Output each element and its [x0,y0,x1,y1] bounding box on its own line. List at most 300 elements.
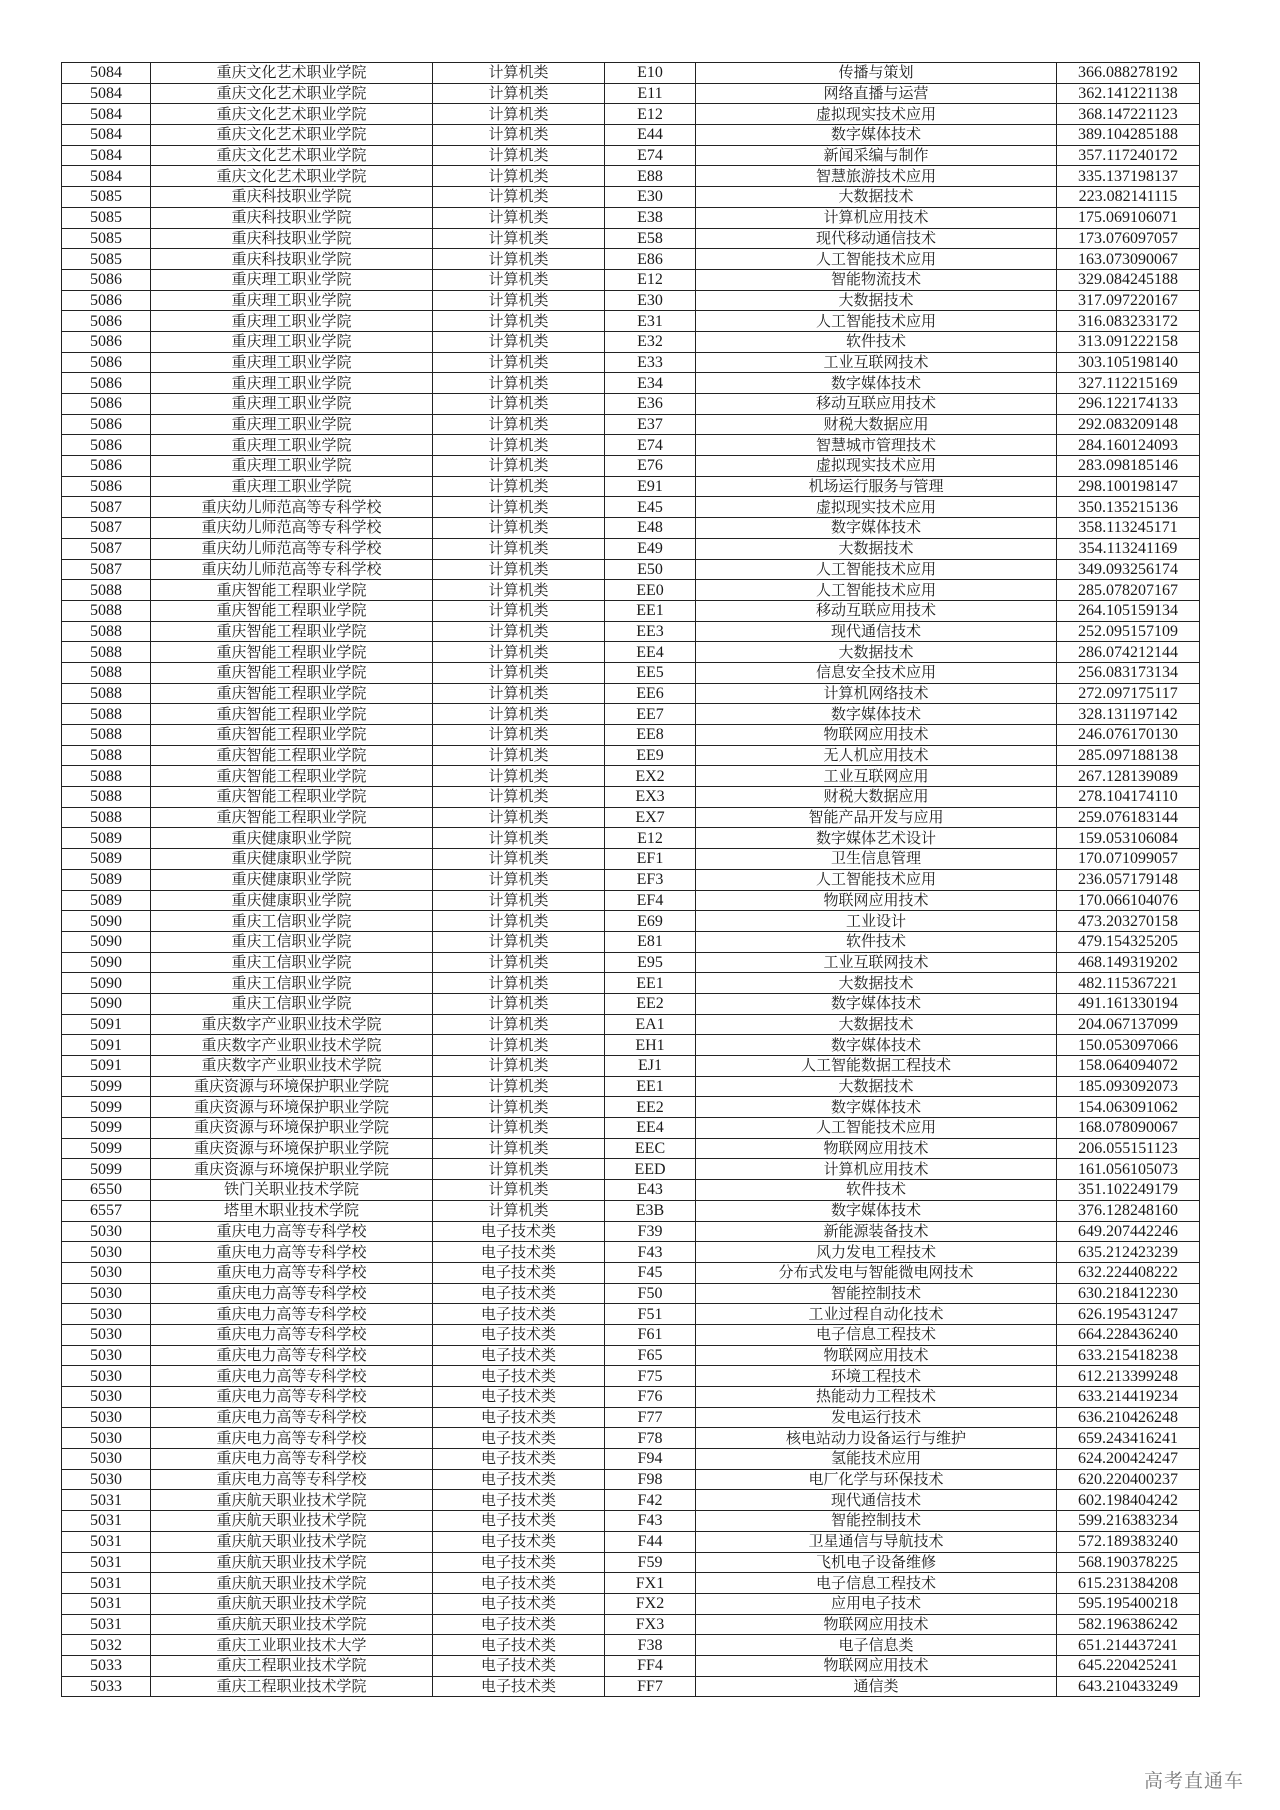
major-code-cell: E12 [605,828,696,849]
school-name-cell: 重庆智能工程职业学院 [151,642,433,663]
major-name-cell: 物联网应用技术 [696,1655,1057,1676]
major-code-cell: FF7 [605,1676,696,1697]
table-row [62,1056,1200,1077]
major-name-cell: 无人机应用技术 [696,745,1057,766]
school-name-cell: 重庆智能工程职业学院 [151,683,433,704]
table-row [62,766,1200,787]
school-name-cell: 重庆幼儿师范高等专科学校 [151,538,433,559]
major-name-cell: 网络直播与运营 [696,83,1057,104]
category-cell: 电子技术类 [433,1511,605,1532]
school-name-cell: 重庆健康职业学院 [151,828,433,849]
school-name-cell: 重庆电力高等专科学校 [151,1345,433,1366]
table-row [62,497,1200,518]
school-code-cell: 5088 [62,600,151,621]
score-cell: 163.073090067 [1057,249,1200,270]
table-row [62,1387,1200,1408]
score-cell: 161.056105073 [1057,1159,1200,1180]
major-code-cell: EE8 [605,725,696,746]
table-row [62,1469,1200,1490]
table-row [62,394,1200,415]
table-row [62,145,1200,166]
score-cell: 358.113245171 [1057,518,1200,539]
school-code-cell: 5086 [62,290,151,311]
score-cell: 468.149319202 [1057,952,1200,973]
major-code-cell: E12 [605,269,696,290]
score-cell: 298.100198147 [1057,476,1200,497]
major-code-cell: F39 [605,1221,696,1242]
major-name-cell: 人工智能技术应用 [696,580,1057,601]
category-cell: 计算机类 [433,125,605,146]
major-code-cell: E76 [605,456,696,477]
category-cell: 电子技术类 [433,1387,605,1408]
score-cell: 159.053106084 [1057,828,1200,849]
table-row [62,1531,1200,1552]
major-code-cell: EF3 [605,869,696,890]
school-name-cell: 重庆资源与环境保护职业学院 [151,1097,433,1118]
table-body [62,63,1200,1697]
score-cell: 150.053097066 [1057,1035,1200,1056]
category-cell: 计算机类 [433,1097,605,1118]
school-name-cell: 重庆理工职业学院 [151,290,433,311]
school-code-cell: 5030 [62,1242,151,1263]
school-name-cell: 重庆电力高等专科学校 [151,1387,433,1408]
category-cell: 电子技术类 [433,1531,605,1552]
table-row [62,1159,1200,1180]
school-code-cell: 5099 [62,1097,151,1118]
school-code-cell: 5088 [62,642,151,663]
school-name-cell: 重庆理工职业学院 [151,352,433,373]
major-name-cell: 人工智能技术应用 [696,869,1057,890]
major-code-cell: E12 [605,104,696,125]
major-code-cell: E30 [605,187,696,208]
table-row [62,1449,1200,1470]
school-code-cell: 5084 [62,83,151,104]
school-code-cell: 5089 [62,849,151,870]
school-name-cell: 重庆文化艺术职业学院 [151,166,433,187]
major-name-cell: 计算机网络技术 [696,683,1057,704]
category-cell: 计算机类 [433,145,605,166]
school-name-cell: 重庆电力高等专科学校 [151,1407,433,1428]
score-cell: 158.064094072 [1057,1056,1200,1077]
score-cell: 582.196386242 [1057,1614,1200,1635]
category-cell: 计算机类 [433,166,605,187]
school-code-cell: 5091 [62,1014,151,1035]
school-code-cell: 5099 [62,1138,151,1159]
major-name-cell: 工业设计 [696,911,1057,932]
major-name-cell: 数字媒体技术 [696,704,1057,725]
school-code-cell: 5090 [62,952,151,973]
score-cell: 473.203270158 [1057,911,1200,932]
school-name-cell: 重庆智能工程职业学院 [151,766,433,787]
school-name-cell: 重庆科技职业学院 [151,187,433,208]
major-code-cell: E32 [605,331,696,352]
major-name-cell: 人工智能技术应用 [696,311,1057,332]
category-cell: 计算机类 [433,394,605,415]
major-code-cell: F77 [605,1407,696,1428]
school-name-cell: 重庆理工职业学院 [151,311,433,332]
major-name-cell: 软件技术 [696,931,1057,952]
school-name-cell: 重庆数字产业职业技术学院 [151,1014,433,1035]
major-code-cell: F43 [605,1242,696,1263]
category-cell: 计算机类 [433,518,605,539]
school-code-cell: 6550 [62,1180,151,1201]
table-row [62,456,1200,477]
major-name-cell: 应用电子技术 [696,1593,1057,1614]
table-row [62,869,1200,890]
category-cell: 电子技术类 [433,1593,605,1614]
school-code-cell: 5091 [62,1035,151,1056]
score-cell: 349.093256174 [1057,559,1200,580]
school-name-cell: 重庆智能工程职业学院 [151,725,433,746]
category-cell: 计算机类 [433,931,605,952]
category-cell: 电子技术类 [433,1573,605,1594]
category-cell: 计算机类 [433,1056,605,1077]
major-code-cell: EE4 [605,642,696,663]
category-cell: 计算机类 [433,1035,605,1056]
school-name-cell: 重庆智能工程职业学院 [151,580,433,601]
major-name-cell: 大数据技术 [696,973,1057,994]
school-name-cell: 重庆航天职业技术学院 [151,1490,433,1511]
major-name-cell: 卫星通信与导航技术 [696,1531,1057,1552]
school-code-cell: 5030 [62,1428,151,1449]
score-cell: 376.128248160 [1057,1200,1200,1221]
major-code-cell: F50 [605,1283,696,1304]
category-cell: 计算机类 [433,1180,605,1201]
school-name-cell: 重庆文化艺术职业学院 [151,63,433,84]
school-code-cell: 5030 [62,1221,151,1242]
school-code-cell: 5030 [62,1469,151,1490]
school-name-cell: 重庆工程职业技术学院 [151,1676,433,1697]
table-row [62,1345,1200,1366]
category-cell: 计算机类 [433,890,605,911]
major-name-cell: 现代通信技术 [696,621,1057,642]
category-cell: 计算机类 [433,83,605,104]
major-name-cell: 财税大数据应用 [696,787,1057,808]
school-code-cell: 5033 [62,1676,151,1697]
table-row [62,580,1200,601]
category-cell: 计算机类 [433,187,605,208]
major-name-cell: 数字媒体技术 [696,1200,1057,1221]
major-code-cell: F76 [605,1387,696,1408]
school-name-cell: 重庆文化艺术职业学院 [151,125,433,146]
table-row [62,435,1200,456]
score-cell: 389.104285188 [1057,125,1200,146]
school-name-cell: 重庆资源与环境保护职业学院 [151,1138,433,1159]
major-name-cell: 氢能技术应用 [696,1449,1057,1470]
category-cell: 计算机类 [433,911,605,932]
major-code-cell: E45 [605,497,696,518]
school-code-cell: 5089 [62,828,151,849]
score-cell: 223.082141115 [1057,187,1200,208]
school-code-cell: 5085 [62,228,151,249]
category-cell: 电子技术类 [433,1655,605,1676]
category-cell: 计算机类 [433,766,605,787]
category-cell: 计算机类 [433,1014,605,1035]
major-code-cell: E37 [605,414,696,435]
table-row [62,1035,1200,1056]
school-name-cell: 重庆科技职业学院 [151,228,433,249]
major-name-cell: 人工智能数据工程技术 [696,1056,1057,1077]
school-name-cell: 重庆理工职业学院 [151,414,433,435]
school-code-cell: 5084 [62,125,151,146]
score-cell: 572.189383240 [1057,1531,1200,1552]
table-row [62,890,1200,911]
major-code-cell: EE1 [605,1076,696,1097]
major-name-cell: 移动互联应用技术 [696,394,1057,415]
table-row [62,228,1200,249]
school-code-cell: 5086 [62,373,151,394]
category-cell: 计算机类 [433,828,605,849]
score-cell: 303.105198140 [1057,352,1200,373]
school-code-cell: 5091 [62,1056,151,1077]
school-name-cell: 重庆文化艺术职业学院 [151,104,433,125]
score-cell: 246.076170130 [1057,725,1200,746]
score-cell: 170.071099057 [1057,849,1200,870]
major-code-cell: EF1 [605,849,696,870]
school-code-cell: 5090 [62,973,151,994]
school-name-cell: 重庆理工职业学院 [151,394,433,415]
category-cell: 计算机类 [433,311,605,332]
score-cell: 264.105159134 [1057,600,1200,621]
table-row [62,1428,1200,1449]
major-name-cell: 大数据技术 [696,1014,1057,1035]
watermark-text: 高考直通车 [1144,1770,1245,1792]
major-code-cell: E48 [605,518,696,539]
major-code-cell: EE9 [605,745,696,766]
major-code-cell: EE3 [605,621,696,642]
category-cell: 计算机类 [433,497,605,518]
category-cell: 计算机类 [433,952,605,973]
admission-score-table [61,62,1200,1697]
school-name-cell: 重庆智能工程职业学院 [151,704,433,725]
school-name-cell: 重庆电力高等专科学校 [151,1366,433,1387]
table-row [62,787,1200,808]
table-row [62,1242,1200,1263]
school-name-cell: 重庆理工职业学院 [151,373,433,394]
major-name-cell: 飞机电子设备维修 [696,1552,1057,1573]
category-cell: 计算机类 [433,869,605,890]
category-cell: 电子技术类 [433,1428,605,1449]
school-code-cell: 5088 [62,704,151,725]
table-row [62,704,1200,725]
major-code-cell: F42 [605,1490,696,1511]
major-code-cell: FX3 [605,1614,696,1635]
school-name-cell: 重庆资源与环境保护职业学院 [151,1118,433,1139]
school-name-cell: 重庆幼儿师范高等专科学校 [151,559,433,580]
school-code-cell: 5090 [62,911,151,932]
school-name-cell: 重庆航天职业技术学院 [151,1531,433,1552]
major-code-cell: EEC [605,1138,696,1159]
school-code-cell: 5030 [62,1449,151,1470]
major-code-cell: E49 [605,538,696,559]
category-cell: 计算机类 [433,435,605,456]
score-cell: 316.083233172 [1057,311,1200,332]
table-row [62,559,1200,580]
major-code-cell: E86 [605,249,696,270]
school-name-cell: 重庆航天职业技术学院 [151,1511,433,1532]
major-name-cell: 卫生信息管理 [696,849,1057,870]
major-name-cell: 大数据技术 [696,642,1057,663]
major-code-cell: EJ1 [605,1056,696,1077]
major-code-cell: EA1 [605,1014,696,1035]
table-row [62,849,1200,870]
major-name-cell: 电子信息工程技术 [696,1324,1057,1345]
school-code-cell: 5088 [62,662,151,683]
table-row [62,518,1200,539]
school-code-cell: 5030 [62,1366,151,1387]
school-code-cell: 5030 [62,1304,151,1325]
table-row [62,1552,1200,1573]
school-code-cell: 5085 [62,187,151,208]
school-code-cell: 5099 [62,1118,151,1139]
category-cell: 计算机类 [433,745,605,766]
category-cell: 计算机类 [433,580,605,601]
school-code-cell: 5087 [62,518,151,539]
score-cell: 170.066104076 [1057,890,1200,911]
score-cell: 329.084245188 [1057,269,1200,290]
school-name-cell: 重庆电力高等专科学校 [151,1324,433,1345]
school-name-cell: 重庆电力高等专科学校 [151,1283,433,1304]
table-row [62,807,1200,828]
major-name-cell: 虚拟现实技术应用 [696,104,1057,125]
table-row [62,911,1200,932]
table-row [62,476,1200,497]
table-row [62,1097,1200,1118]
table-row [62,207,1200,228]
category-cell: 电子技术类 [433,1283,605,1304]
category-cell: 计算机类 [433,621,605,642]
major-name-cell: 电厂化学与环保技术 [696,1469,1057,1490]
school-code-cell: 5088 [62,683,151,704]
school-code-cell: 5086 [62,394,151,415]
school-code-cell: 5084 [62,166,151,187]
score-cell: 236.057179148 [1057,869,1200,890]
category-cell: 计算机类 [433,352,605,373]
table-row [62,745,1200,766]
school-code-cell: 5088 [62,580,151,601]
score-cell: 620.220400237 [1057,1469,1200,1490]
major-code-cell: F51 [605,1304,696,1325]
school-name-cell: 重庆健康职业学院 [151,849,433,870]
school-name-cell: 重庆航天职业技术学院 [151,1593,433,1614]
major-name-cell: 数字媒体技术 [696,125,1057,146]
category-cell: 计算机类 [433,331,605,352]
school-code-cell: 5031 [62,1511,151,1532]
table-row [62,1283,1200,1304]
school-code-cell: 5030 [62,1262,151,1283]
major-name-cell: 物联网应用技术 [696,725,1057,746]
school-name-cell: 重庆电力高等专科学校 [151,1304,433,1325]
major-name-cell: 虚拟现实技术应用 [696,497,1057,518]
major-code-cell: E74 [605,145,696,166]
table-row [62,1200,1200,1221]
score-cell: 632.224408222 [1057,1262,1200,1283]
major-code-cell: EE1 [605,600,696,621]
school-name-cell: 重庆理工职业学院 [151,456,433,477]
major-name-cell: 智能物流技术 [696,269,1057,290]
table-row [62,311,1200,332]
major-name-cell: 智能产品开发与应用 [696,807,1057,828]
score-cell: 284.160124093 [1057,435,1200,456]
major-code-cell: E38 [605,207,696,228]
score-cell: 635.212423239 [1057,1242,1200,1263]
major-code-cell: EX2 [605,766,696,787]
major-code-cell: E3B [605,1200,696,1221]
major-code-cell: F59 [605,1552,696,1573]
table-row [62,621,1200,642]
score-cell: 368.147221123 [1057,104,1200,125]
table-row [62,1573,1200,1594]
major-code-cell: F94 [605,1449,696,1470]
major-code-cell: E50 [605,559,696,580]
school-name-cell: 重庆电力高等专科学校 [151,1469,433,1490]
table-row [62,83,1200,104]
major-code-cell: E11 [605,83,696,104]
category-cell: 计算机类 [433,373,605,394]
table-row [62,1221,1200,1242]
major-name-cell: 工业互联网技术 [696,952,1057,973]
major-code-cell: E88 [605,166,696,187]
major-name-cell: 工业过程自动化技术 [696,1304,1057,1325]
category-cell: 计算机类 [433,993,605,1014]
major-name-cell: 虚拟现实技术应用 [696,456,1057,477]
school-name-cell: 重庆理工职业学院 [151,331,433,352]
table-row [62,662,1200,683]
category-cell: 计算机类 [433,104,605,125]
major-code-cell: F65 [605,1345,696,1366]
school-code-cell: 5086 [62,414,151,435]
school-code-cell: 5085 [62,207,151,228]
school-name-cell: 铁门关职业技术学院 [151,1180,433,1201]
school-code-cell: 5030 [62,1324,151,1345]
school-code-cell: 5030 [62,1387,151,1408]
school-name-cell: 重庆航天职业技术学院 [151,1614,433,1635]
major-name-cell: 机场运行服务与管理 [696,476,1057,497]
school-name-cell: 重庆工信职业学院 [151,911,433,932]
school-code-cell: 6557 [62,1200,151,1221]
major-name-cell: 财税大数据应用 [696,414,1057,435]
school-name-cell: 重庆智能工程职业学院 [151,787,433,808]
major-name-cell: 工业互联网应用 [696,766,1057,787]
major-code-cell: EE2 [605,993,696,1014]
major-name-cell: 工业互联网技术 [696,352,1057,373]
major-name-cell: 物联网应用技术 [696,1345,1057,1366]
score-cell: 482.115367221 [1057,973,1200,994]
major-code-cell: F44 [605,1531,696,1552]
major-name-cell: 大数据技术 [696,1076,1057,1097]
table-row [62,600,1200,621]
table-row [62,166,1200,187]
school-name-cell: 重庆文化艺术职业学院 [151,83,433,104]
school-code-cell: 5099 [62,1159,151,1180]
school-name-cell: 重庆工信职业学院 [151,973,433,994]
table-row [62,1138,1200,1159]
school-name-cell: 重庆工信职业学院 [151,931,433,952]
table-row [62,414,1200,435]
category-cell: 计算机类 [433,290,605,311]
score-cell: 351.102249179 [1057,1180,1200,1201]
category-cell: 电子技术类 [433,1676,605,1697]
major-name-cell: 分布式发电与智能微电网技术 [696,1262,1057,1283]
table-row [62,683,1200,704]
score-cell: 354.113241169 [1057,538,1200,559]
category-cell: 计算机类 [433,973,605,994]
major-name-cell: 人工智能技术应用 [696,1118,1057,1139]
table-row [62,993,1200,1014]
major-code-cell: E74 [605,435,696,456]
score-cell: 313.091222158 [1057,331,1200,352]
school-name-cell: 重庆数字产业职业技术学院 [151,1056,433,1077]
